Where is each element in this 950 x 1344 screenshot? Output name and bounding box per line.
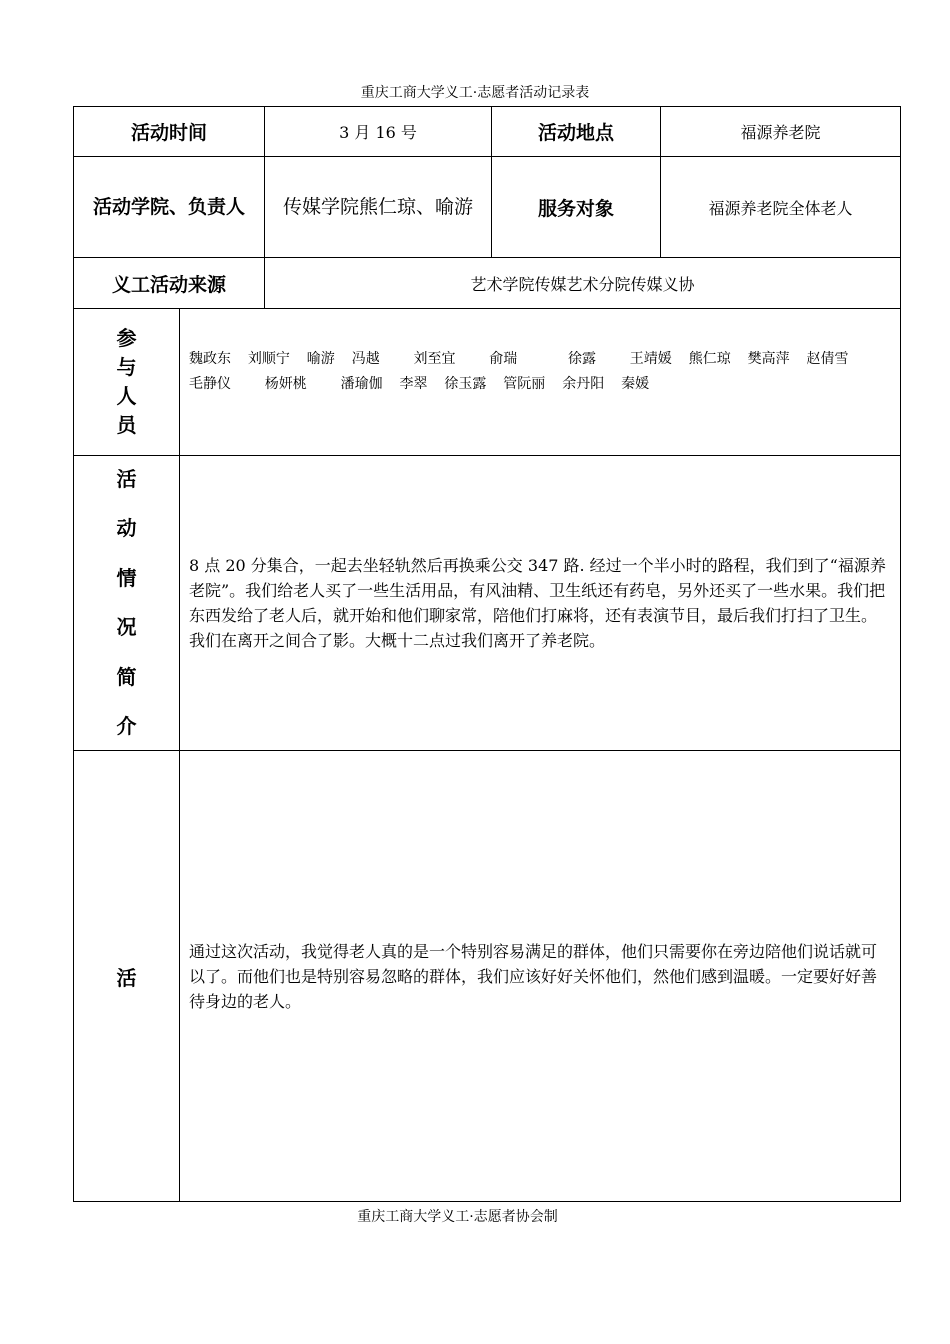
reflection-label: 活: [73, 750, 180, 1202]
participants-label-char: 与: [116, 355, 137, 379]
activity-place-value: 福源养老院: [660, 106, 901, 157]
activity-time-label: 活动时间: [73, 106, 265, 157]
participants-label-char: 参: [116, 326, 137, 350]
summary-label-char: 动: [116, 516, 137, 540]
activity-record-table: [73, 106, 934, 1202]
activity-time-value: 3 月 16 号: [264, 106, 492, 157]
activity-place-label: 活动地点: [491, 106, 661, 157]
summary-label-char: 情: [116, 565, 137, 590]
form-title: 重庆工商大学义工·志愿者活动记录表: [360, 85, 590, 101]
summary-label: [73, 455, 180, 751]
service-target-value: 福源养老院全体老人: [660, 156, 901, 258]
reflection-text: 通过这次活动，我觉得老人真的是一个特别容易满足的群体，他们只需要你在旁边陪他们说话就可以了。而他们也是特别容易忽略的群体，我们应该好好关怀他们，然他们感到温暖。一定要好好善待身边的老人。: [179, 750, 901, 1202]
participants-label-char: 员: [116, 413, 137, 437]
service-target-label: 服务对象: [491, 156, 661, 258]
summary-label-char: 介: [116, 714, 137, 738]
activity-source-label: 义工活动来源: [73, 257, 265, 309]
college-leader-value: 传媒学院熊仁琼、喻游: [264, 156, 492, 258]
activity-source-value: 艺术学院传媒艺术分院传媒义协: [264, 257, 901, 309]
summary-text: 8 点 20 分集合，一起去坐轻轨然后再换乘公交 347 路. 经过一个半小时的路程，我们到了“福源养老院”。我们给老人买了一些生活用品，有风油精、卫生纸还有药皂，另外还买了一些水果。我们把东西发给了老人后，就开始和他们聊家常，陪他们打麻将，还有表演节目，最后我们打扫了卫生。我们在离开之间合了影。大概十二点过我们离开了养老院。: [179, 455, 901, 751]
participants-label-char: 人: [116, 384, 137, 408]
participants-label: [73, 308, 180, 456]
participants-names: 魏政东 刘顺宁 喻游 冯越 刘至宜 俞瑞 徐露 王靖媛 熊仁琼 樊高萍 赵倩雪 毛静仪 杨妍桃 潘瑜伽 李翠 徐玉露 管阮丽 余丹阳 秦媛: [179, 308, 901, 456]
college-leader-label: 活动学院、负责人: [73, 156, 265, 258]
summary-label-char: 活: [116, 466, 137, 491]
summary-label-char: 简: [116, 664, 137, 689]
summary-label-char: 况: [116, 615, 137, 639]
form-footer: 重庆工商大学义工·志愿者协会制: [357, 1209, 558, 1225]
